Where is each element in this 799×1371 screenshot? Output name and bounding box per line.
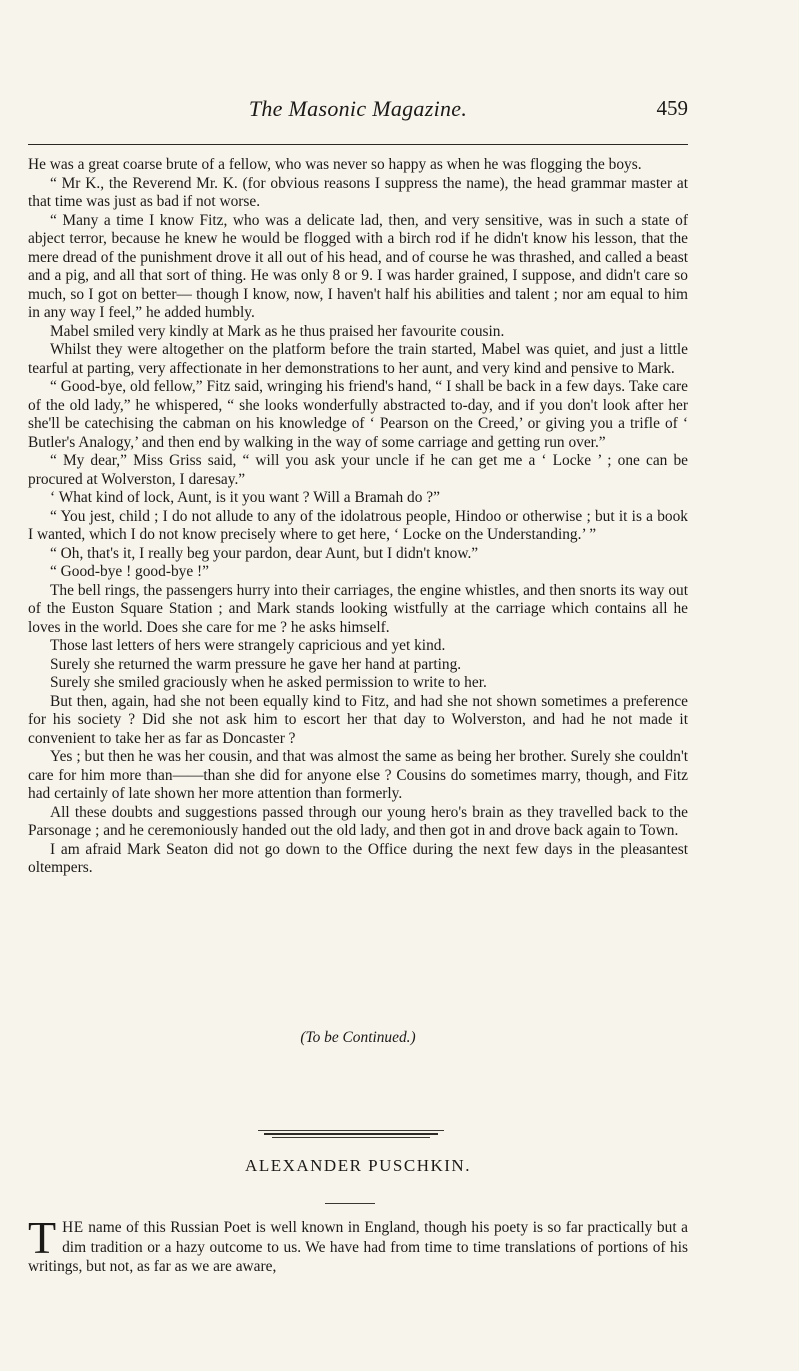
separator-line xyxy=(264,1133,438,1135)
drop-cap: T xyxy=(28,1212,57,1263)
paragraph: Surely she smiled graciously when he asked permission to write to her. xyxy=(50,674,487,691)
article-body xyxy=(28,1212,688,1277)
paragraph: The bell rings, the passengers hurry into their carriages, the engine whistles, and then snorts its way out of the Euston Square Station ; and Mark stands looking wistfully at the carriage which contains all he loves in the world. Does she care for me ? he asks himself. xyxy=(28,581,688,636)
paragraph: He was a great coarse brute of a fellow, who was never so happy as when he was flogging the boys. xyxy=(28,156,642,173)
to-be-continued-note: (To be Continued.) xyxy=(300,1029,416,1046)
separator-line xyxy=(272,1137,430,1138)
separator-line xyxy=(258,1130,444,1131)
paragraph: All these doubts and suggestions passed through our young hero's brain as they travelled back to the Parsonage ; and he ceremoniously handed out the old lady, and then got in and drove back again to Town. xyxy=(28,803,688,839)
paragraph: “ You jest, child ; I do not allude to any of the idolatrous people, Hindoo or otherwise ; but it is a book I wanted, which I do not know precisely where to get here, ‘ Locke on the Understanding.’ ” xyxy=(28,507,688,543)
title-rule xyxy=(325,1203,375,1204)
page-header xyxy=(28,92,688,128)
page-number: 459 xyxy=(656,96,688,120)
article-title: ALEXANDER PUSCHKIN. xyxy=(245,1156,471,1175)
paragraph: I am afraid Mark Seaton did not go down to the Office during the next few days in the pleasantest oltempers. xyxy=(28,840,688,876)
header-rule xyxy=(28,144,688,145)
paragraph: “ Good-bye, old fellow,” Fitz said, wringing his friend's hand, “ I shall be back in a few days. Take care of the old lady,” he whispered, “ she looks wonderfully abstracted to-day, and if you don't look after her she'll be catechising the cabman on his knowledge of ‘ Pearson on the Creed,’ or giving you a trifle of ‘ Butler's Analogy,’ and then end by walking in the way of some carriage and getting run over.” xyxy=(28,378,688,451)
paragraph: Whilst they were altogether on the platform before the train started, Mabel was quiet, and just a little tearful at parting, very affectionate in her demonstrations to her aunt, and very kind and pensive to Mark. xyxy=(28,341,688,377)
paragraph: “ My dear,” Miss Griss said, “ will you ask your uncle if he can get me a ‘ Locke ’ ; one can be procured at Wolverston, I daresay.” xyxy=(28,452,688,488)
paragraph: Yes ; but then he was her cousin, and that was almost the same as being her brother. Surely she couldn't care for him more than——than she did for anyone else ? Cousins do sometimes marry, though, and Fitz had certainly of late shown her more attention than formerly. xyxy=(28,748,688,802)
running-title: The Masonic Magazine. xyxy=(248,96,468,121)
paragraph: “ Oh, that's it, I really beg your pardon, dear Aunt, but I didn't know.” xyxy=(50,544,479,562)
first-word-smallcaps: HE xyxy=(62,1219,84,1236)
section-separator xyxy=(258,1130,444,1139)
paragraph: “ Good-bye ! good-bye !” xyxy=(50,563,209,580)
paragraph: “ Many a time I know Fitz, who was a delicate lad, then, and very sensitive, was in such a state of abject terror, because he knew he would be flogged with a birch rod if he didn't know his lesson, that the mere dread of the punishment drove it all out of his head, and of course he was thrashed, and called a beast and a pig, and all that sort of thing. He was only 8 or 9. I was harder grained, I suppose, and didn't care so much, so I got on better— though I know, now, I haven't half his abilities and talent ; nor am equal to him in any way I feel,” he added humbly. xyxy=(28,211,688,321)
paragraph: “ Mr K., the Reverend Mr. K. (for obvious reasons I suppress the name), the head grammar master at that time was just as bad if not worse. xyxy=(28,174,688,210)
paragraph: ‘ What kind of lock, Aunt, is it you want ? Will a Bramah do ?” xyxy=(50,489,440,506)
paragraph: Those last letters of hers were strangely capricious and yet kind. xyxy=(50,637,446,654)
paragraph: Surely she returned the warm pressure he gave her hand at parting. xyxy=(50,655,462,673)
paragraph: Mabel smiled very kindly at Mark as he thus praised her favourite cousin. xyxy=(50,322,505,340)
story-body xyxy=(28,156,688,878)
paragraph: But then, again, had she not been equally kind to Fitz, and had she not shown sometimes a preference for his society ? Did she not ask him to escort her that day to Wolverston, and had he not made it convenient to take her as far as Doncaster ? xyxy=(28,692,688,747)
article-opening-text: name of this Russian Poet is well known in England, though his poety is so far practically but a dim tradition or a hazy outcome to us. We have had from time to time translations of portions of his writings, but not, as far as we are aware, xyxy=(28,1219,688,1275)
